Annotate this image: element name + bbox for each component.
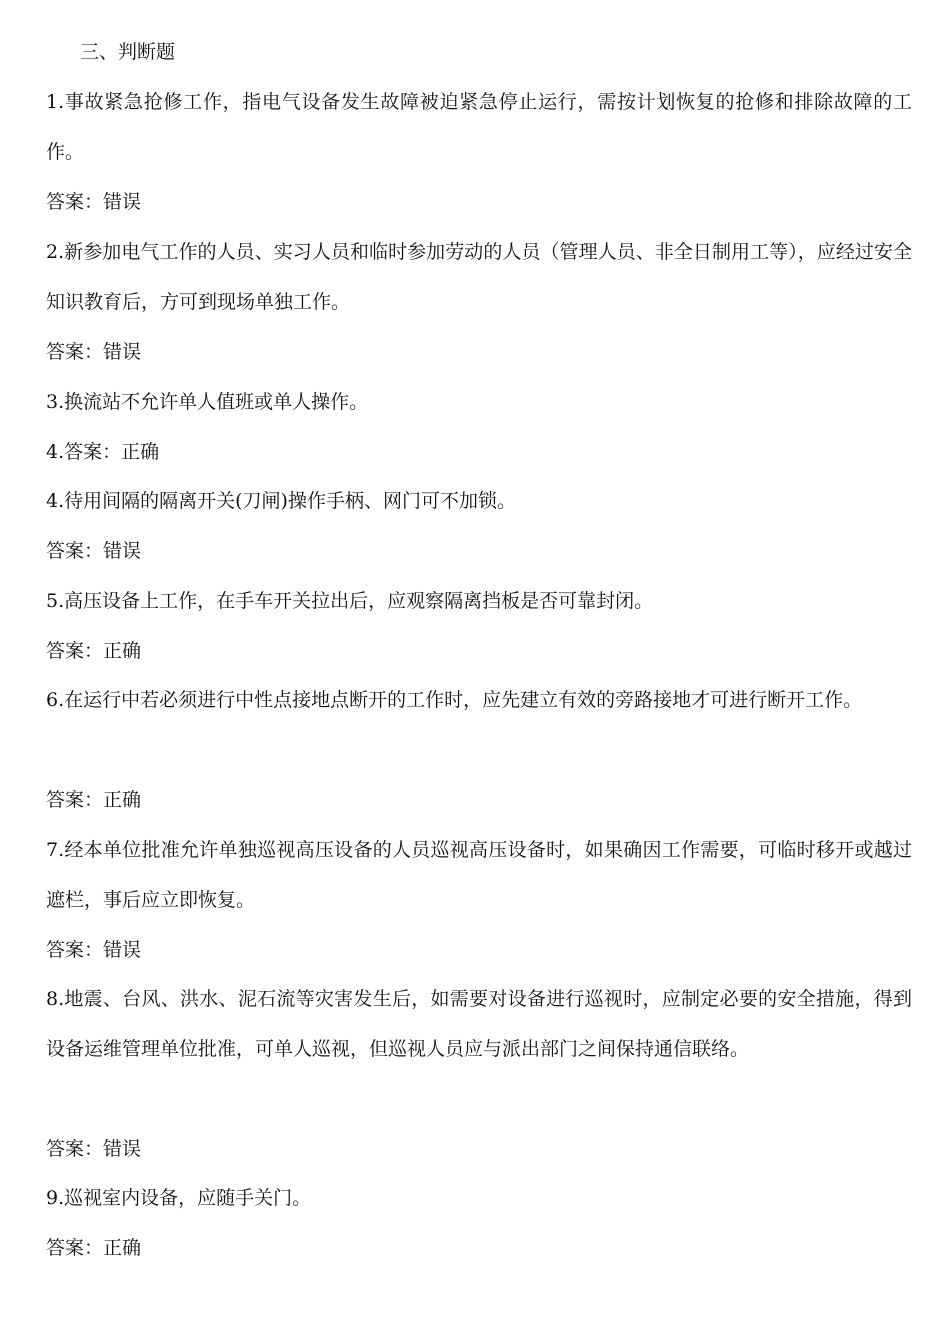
question-7: 7.经本单位批准允许单独巡视高压设备的人员巡视高压设备时，如果确因工作需要，可临时移开或越过遮栏，事后应立即恢复。 <box>46 839 912 911</box>
answer-3: 4.答案：正确 <box>46 441 160 463</box>
answer-5: 答案：正确 <box>46 640 142 662</box>
question-9: 9.巡视室内设备，应随手关门。 <box>46 1187 312 1209</box>
answer-4: 答案：错误 <box>46 540 142 562</box>
answer-1: 答案：错误 <box>46 191 142 213</box>
question-5: 5.高压设备上工作，在手车开关拉出后，应观察隔离挡板是否可靠封闭。 <box>46 590 654 612</box>
section-title: 三、判断题 <box>80 41 176 63</box>
question-8: 8.地震、台风、洪水、泥石流等灾害发生后，如需要对设备进行巡视时，应制定必要的安全措施，得到设备运维管理单位批准，可单人巡视，但巡视人员应与派出部门之间保持通信联络。 <box>46 988 912 1060</box>
answer-2: 答案：错误 <box>46 341 142 363</box>
question-6: 6.在运行中若必须进行中性点接地点断开的工作时，应先建立有效的旁路接地才可进行断开工作。 <box>46 689 863 711</box>
question-1: 1.事故紧急抢修工作，指电气设备发生故障被迫紧急停止运行，需按计划恢复的抢修和排除故障的工作。 <box>46 91 912 163</box>
answer-8: 答案：错误 <box>46 1138 142 1160</box>
answer-9: 答案：正确 <box>46 1237 142 1259</box>
question-3: 3.换流站不允许单人值班或单人操作。 <box>46 391 369 413</box>
answer-7: 答案：错误 <box>46 939 142 961</box>
question-4: 4.待用间隔的隔离开关(刀闸)操作手柄、网门可不加锁。 <box>46 490 516 512</box>
answer-6: 答案：正确 <box>46 789 142 811</box>
question-2: 2.新参加电气工作的人员、实习人员和临时参加劳动的人员（管理人员、非全日制用工等），应经过安全知识教育后，方可到现场单独工作。 <box>46 241 912 313</box>
